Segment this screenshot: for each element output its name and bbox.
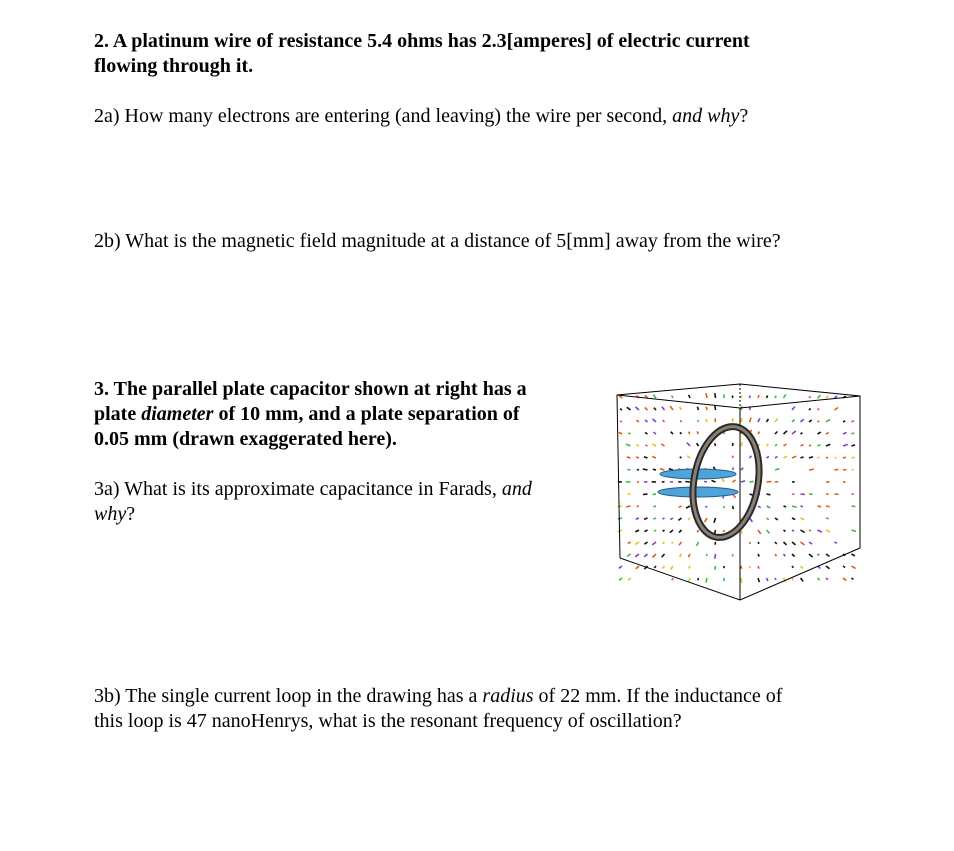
field-vector — [826, 566, 830, 569]
field-vector — [835, 408, 839, 411]
field-vector — [758, 578, 759, 582]
field-vector — [852, 578, 854, 579]
field-vector — [636, 420, 639, 422]
field-vector — [715, 554, 716, 559]
field-vector — [818, 457, 820, 458]
field-vector — [758, 566, 759, 569]
field-vector — [636, 445, 639, 446]
field-vector — [767, 494, 771, 495]
field-vector — [628, 433, 630, 434]
field-vector — [852, 554, 855, 556]
field-vector — [660, 469, 665, 470]
field-vector — [852, 457, 855, 458]
field-vector — [706, 407, 707, 410]
field-vector — [750, 566, 751, 568]
field-vector — [784, 506, 787, 507]
field-vector — [826, 506, 830, 507]
field-vector — [670, 406, 673, 410]
field-vector — [758, 506, 761, 508]
field-vector — [750, 481, 754, 482]
field-vector — [809, 457, 813, 458]
field-vector — [801, 542, 805, 545]
field-vector — [652, 444, 656, 446]
field-vector — [697, 530, 698, 532]
field-vector — [636, 407, 640, 410]
field-vector — [818, 578, 820, 580]
field-vector — [775, 457, 777, 458]
field-vector — [767, 396, 768, 399]
field-vector — [775, 542, 777, 544]
field-vector — [826, 433, 829, 434]
field-vector — [758, 395, 759, 398]
field-vector — [654, 408, 656, 410]
field-vector — [852, 445, 856, 446]
field-vector — [671, 566, 674, 570]
field-vector — [626, 444, 631, 446]
field-vector — [636, 566, 639, 569]
field-vector — [843, 444, 848, 446]
field-vector — [741, 418, 742, 422]
field-vector — [635, 554, 639, 557]
field-vector — [852, 433, 855, 434]
field-vector — [619, 566, 622, 568]
field-vector — [741, 442, 742, 446]
current-loop — [685, 421, 767, 542]
field-vector — [809, 554, 813, 557]
field-vector — [792, 456, 796, 458]
field-vector — [775, 554, 777, 556]
field-vector — [741, 395, 742, 398]
field-vector — [767, 530, 770, 533]
field-vector — [653, 518, 656, 519]
field-vector — [672, 578, 673, 580]
field-vector — [715, 530, 716, 533]
field-vector — [636, 457, 639, 458]
field-vector — [679, 542, 682, 545]
field-vector — [784, 554, 786, 556]
field-vector — [758, 542, 759, 544]
field-vector — [809, 396, 811, 398]
field-vector — [688, 554, 690, 557]
field-vector — [801, 506, 804, 507]
field-vector — [826, 444, 830, 446]
field-vector — [680, 407, 682, 410]
field-vector — [645, 542, 648, 544]
field-vector — [835, 542, 837, 543]
field-vector — [801, 419, 804, 422]
field-vector — [698, 578, 699, 580]
field-vector — [835, 469, 839, 470]
field-vector — [826, 419, 830, 422]
field-vector — [784, 394, 786, 398]
field-vector — [818, 395, 821, 398]
field-vector — [818, 421, 820, 422]
field-vector — [809, 530, 811, 531]
field-vector — [852, 506, 856, 507]
field-vector — [852, 421, 855, 422]
field-vector — [792, 419, 795, 422]
field-vector — [750, 418, 752, 422]
field-vector — [617, 506, 622, 507]
field-vector — [741, 530, 742, 534]
field-vector — [661, 444, 664, 446]
field-vector — [653, 395, 656, 398]
field-vector — [775, 432, 777, 435]
field-vector — [706, 506, 708, 508]
field-vector — [715, 443, 716, 446]
field-vector — [689, 578, 691, 582]
field-vector — [775, 469, 779, 470]
field-vector — [843, 578, 846, 581]
field-vector — [645, 445, 647, 446]
field-vector — [758, 432, 760, 434]
field-vector — [767, 419, 769, 422]
field-vector — [627, 470, 630, 471]
field-vector — [653, 469, 656, 470]
field-vector — [620, 421, 622, 422]
field-vector — [653, 432, 656, 434]
field-vector — [801, 457, 804, 458]
field-vector — [714, 518, 716, 523]
field-vector — [792, 578, 794, 580]
field-vector — [750, 396, 751, 398]
field-vector — [722, 478, 724, 482]
field-vector — [672, 396, 673, 398]
field-vector — [680, 554, 682, 557]
field-vector — [775, 518, 778, 520]
field-vector — [801, 566, 803, 569]
field-vector — [818, 409, 820, 410]
field-vector — [792, 566, 793, 568]
field-vector — [654, 566, 656, 568]
field-vector — [635, 530, 639, 532]
field-vector — [801, 444, 804, 446]
field-vector — [792, 542, 796, 545]
field-vector — [670, 530, 673, 533]
field-vector — [835, 458, 837, 459]
field-vector — [826, 554, 830, 556]
field-vector — [679, 530, 682, 533]
field-vector — [758, 554, 759, 557]
field-vector — [767, 444, 769, 446]
field-vector — [733, 480, 736, 482]
field-vector — [620, 409, 622, 410]
field-vector — [775, 418, 778, 422]
field-vector — [775, 444, 777, 446]
field-vector — [653, 419, 657, 422]
field-vector — [818, 445, 821, 446]
field-vector — [628, 542, 631, 544]
field-vector — [852, 530, 856, 532]
field-vector — [643, 469, 648, 470]
field-vector — [809, 409, 811, 411]
field-vector — [678, 518, 681, 520]
field-vector — [809, 469, 814, 470]
field-vector — [653, 554, 657, 557]
field-vector — [680, 432, 682, 434]
field-vector — [706, 419, 707, 422]
field-vector — [637, 506, 639, 507]
field-vector — [618, 518, 622, 519]
field-vector — [792, 506, 797, 507]
field-vector — [801, 494, 805, 495]
field-vector — [741, 578, 742, 583]
question-3-heading: 3. The parallel plate capacitor shown at right has a plate diameter of 10 mm, and a plate separation of 0.05 mm (drawn exaggerated here). — [94, 378, 527, 450]
field-vector — [750, 407, 751, 410]
field-vector — [843, 470, 846, 471]
field-vector — [627, 407, 631, 410]
field-vector — [801, 518, 805, 520]
field-vector — [767, 456, 770, 458]
field-vector — [767, 518, 769, 520]
field-vector — [715, 566, 716, 570]
field-vector — [697, 407, 698, 410]
field-vector — [689, 566, 690, 569]
field-vector — [680, 420, 681, 422]
field-vector — [712, 481, 716, 483]
field-vector — [644, 457, 648, 458]
field-vector — [715, 405, 716, 410]
field-vector — [818, 530, 822, 532]
field-vector — [792, 431, 796, 434]
field-vector — [653, 506, 656, 507]
field-vector — [784, 456, 788, 458]
field-vector — [706, 393, 707, 398]
field-vector — [818, 554, 820, 555]
field-vector — [733, 443, 734, 446]
field-vector — [750, 542, 751, 544]
field-vector — [645, 530, 648, 532]
field-vector — [663, 542, 665, 544]
field-vector — [688, 432, 690, 434]
field-vector — [663, 530, 665, 531]
field-vector — [652, 457, 656, 459]
field-vector — [654, 530, 656, 531]
field-vector — [672, 542, 673, 544]
field-vector — [818, 432, 821, 434]
field-vector — [784, 542, 787, 545]
field-vector — [843, 421, 845, 422]
field-vector — [843, 457, 846, 458]
field-vector — [686, 506, 690, 508]
field-vector — [767, 482, 772, 483]
field-vector — [707, 554, 708, 556]
question-2b: 2b) What is the magnetic field magnitude at a distance of 5[mm] away from the wire? — [94, 230, 781, 252]
field-vector — [809, 420, 812, 422]
question-3b: 3b) The single current loop in the drawing has a radius of 22 mm. If the inductance of this loop is 47 nanoHenrys, what is the resonant frequency of oscillation? — [94, 685, 783, 732]
field-vector — [628, 578, 631, 580]
field-vector — [685, 482, 690, 483]
field-vector — [687, 456, 690, 458]
field-vector — [663, 420, 665, 422]
field-vector — [680, 457, 682, 458]
field-vector — [689, 395, 690, 398]
field-vector — [792, 554, 795, 557]
field-vector — [775, 578, 776, 580]
field-vector — [679, 506, 682, 507]
field-vector — [715, 542, 716, 545]
field-vector — [758, 530, 761, 534]
field-vector — [801, 578, 804, 581]
field-vector — [758, 418, 760, 422]
field-vector — [733, 456, 734, 458]
field-vector — [801, 530, 805, 533]
field-vector — [826, 396, 828, 398]
field-vector — [835, 396, 838, 398]
field-vector — [662, 554, 665, 557]
field-vector — [843, 432, 847, 434]
field-vector — [688, 518, 690, 520]
field-vector — [645, 420, 648, 422]
field-vector — [741, 481, 745, 482]
field-vector — [663, 566, 665, 569]
field-vector — [705, 518, 707, 522]
field-vector — [792, 407, 795, 410]
field-vector — [652, 542, 656, 545]
field-vector — [809, 445, 811, 446]
field-vector — [704, 481, 707, 482]
field-vector — [619, 432, 622, 434]
field-vector — [826, 578, 828, 580]
field-vector — [792, 530, 794, 531]
field-vector — [784, 530, 786, 532]
field-vector — [826, 530, 830, 532]
field-vector — [741, 566, 742, 569]
field-vector — [767, 578, 768, 581]
field-vector — [809, 542, 812, 544]
field-vector — [706, 578, 707, 583]
capacitor-loop-diagram — [612, 378, 868, 604]
field-vector — [643, 494, 648, 495]
field-vector — [733, 506, 734, 509]
field-vector — [626, 506, 630, 507]
field-vector — [801, 433, 803, 434]
field-vector — [645, 408, 648, 411]
field-vectors — [617, 393, 856, 583]
question-3a: 3a) What is its approximate capacitance in Farads, and why? — [94, 478, 532, 525]
field-vector — [671, 432, 673, 434]
field-vector — [697, 431, 698, 434]
field-vector — [644, 518, 647, 519]
field-vector — [636, 518, 639, 519]
field-vector — [852, 566, 856, 569]
field-vector — [784, 444, 787, 446]
field-vector — [784, 431, 788, 434]
field-vector — [826, 457, 828, 458]
field-vector — [635, 542, 639, 545]
question-2-heading: 2. A platinum wire of resistance 5.4 ohms has 2.3[amperes] of electric current flowing through it. — [94, 30, 750, 77]
field-vector — [818, 506, 822, 507]
field-vector — [741, 468, 743, 470]
field-vector — [619, 578, 622, 580]
field-vector — [843, 566, 845, 568]
field-vector — [670, 518, 673, 520]
field-vector — [663, 518, 665, 519]
field-vector — [627, 554, 631, 557]
field-vector — [733, 468, 734, 471]
field-vector — [792, 518, 795, 520]
field-vector — [697, 443, 699, 446]
field-vector — [698, 420, 699, 422]
field-vector — [715, 393, 716, 398]
field-vector — [826, 518, 829, 519]
field-vector — [645, 432, 647, 434]
question-2a: 2a) How many electrons are entering (and leaving) the wire per second, and why? — [94, 105, 749, 127]
field-vector — [697, 542, 699, 546]
field-vector — [750, 456, 752, 458]
field-vector — [687, 443, 690, 447]
field-vector — [662, 407, 665, 410]
field-vector — [767, 506, 771, 508]
field-vector — [715, 419, 716, 423]
field-vector — [627, 457, 631, 458]
field-vector — [775, 396, 776, 398]
field-vector — [644, 554, 647, 557]
